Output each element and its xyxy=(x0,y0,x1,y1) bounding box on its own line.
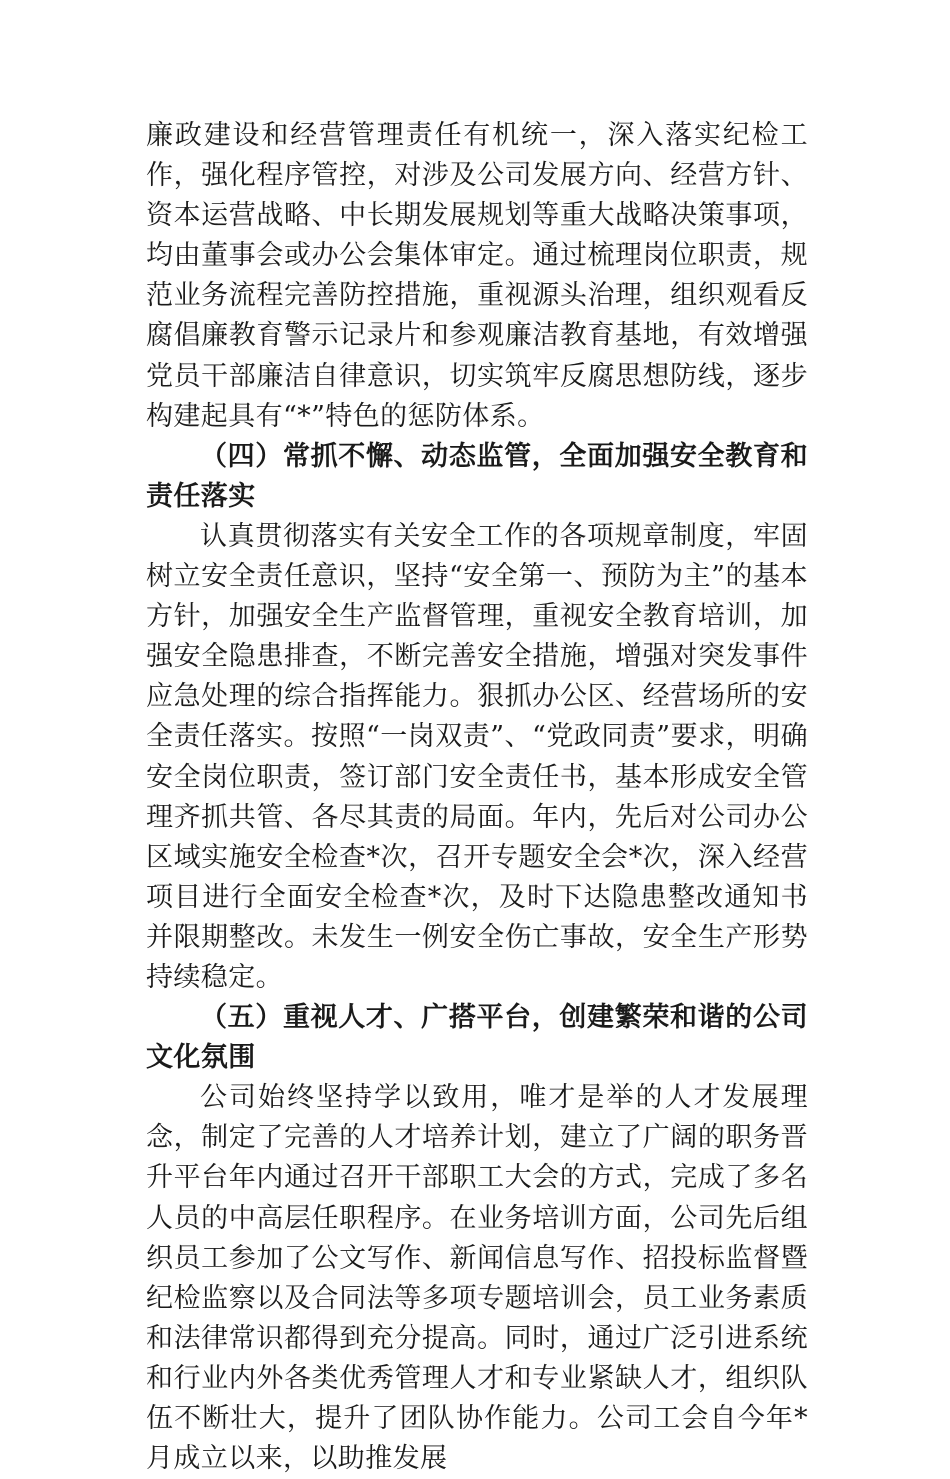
paragraph-anti-corruption-continued: 廉政建设和经营管理责任有机统一，深入落实纪检工作，强化程序管控，对涉及公司发展方向、经营方针、资本运营战略、中长期发展规划等重大战略决策事项，均由董事会或办公会集体审定。通过梳理岗位职责，规范业务流程完善防控措施，重视源头治理，组织观看反腐倡廉教育警示记录片和参观廉洁教育基地，有效增强党员干部廉洁自律意识，切实筑牢反腐思想防线，逐步构建起具有“*”特色的惩防体系。 xyxy=(146,120,808,432)
document-body xyxy=(146,116,808,1479)
paragraph-talent: 公司始终坚持学以致用，唯才是举的人才发展理念，制定了完善的人才培养计划，建立了广阔的职务晋升平台年内通过召开干部职工大会的方式，完成了多名人员的中高层任职程序。在业务培训方面，公司先后组织员工参加了公文写作、新闻信息写作、招投标监督暨纪检监察以及合同法等多项专题培训会，员工业务素质和法律常识都得到充分提高。同时，通过广泛引进系统和行业内外各类优秀管理人才和专业紧缺人才，组织队伍不断壮大，提升了团队协作能力。公司工会自今年*月成立以来，以助推发展 xyxy=(146,1082,808,1475)
section-heading-5: （五）重视人才、广搭平台，创建繁荣和谐的公司文化氛围 xyxy=(146,1002,808,1074)
section-heading-4: （四）常抓不懈、动态监管，全面加强安全教育和责任落实 xyxy=(146,440,808,512)
paragraph-safety: 认真贯彻落实有关安全工作的各项规章制度，牢固树立安全责任意识，坚持“安全第一、预防为主”的基本方针，加强安全生产监督管理，重视安全教育培训，加强安全隐患排查，不断完善安全措施，增强对突发事件应急处理的综合指挥能力。狠抓办公区、经营场所的安全责任落实。按照“一岗双责”、“党政同责”要求，明确安全岗位职责，签订部门安全责任书，基本形成安全管理齐抓共管、各尽其责的局面。年内，先后对公司办公区域实施安全检查*次，召开专题安全会*次，深入经营项目进行全面安全检查*次，及时下达隐患整改通知书并限期整改。未发生一例安全伤亡事故，安全生产形势持续稳定。 xyxy=(146,520,808,993)
